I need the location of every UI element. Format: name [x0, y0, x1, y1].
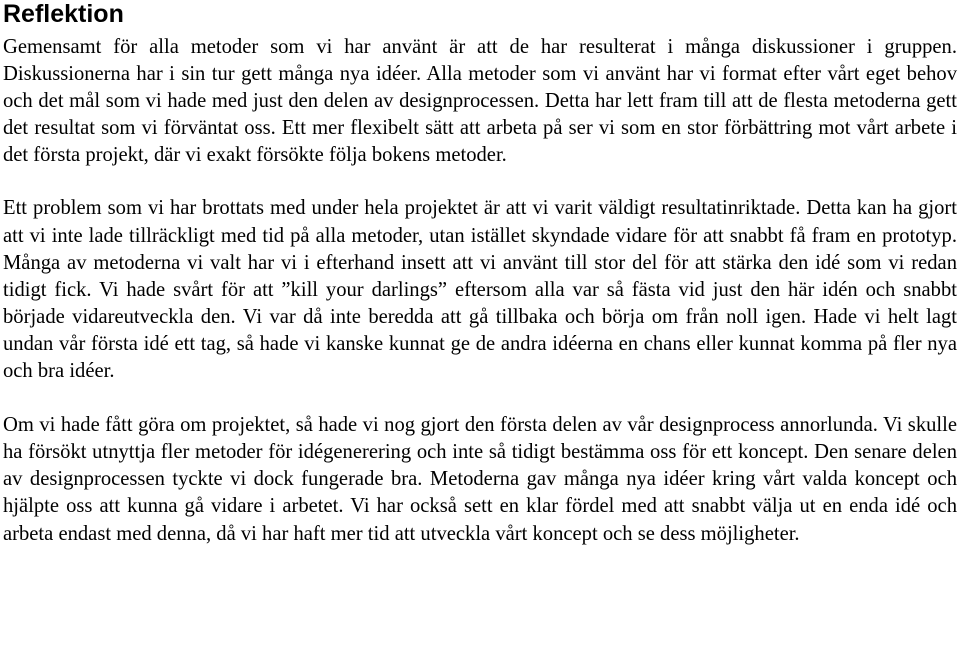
section-heading: Reflektion	[3, 0, 124, 28]
paragraph-2: Ett problem som vi har brottats med under hela projektet är att vi varit väldigt resultatinriktade. Detta kan ha gjort att vi inte lade tillräckligt med tid på alla metoder, utan istället skyndade vidare för att snabbt få fram en prototyp. Många av metoderna vi valt har vi i efterhand insett att vi använt till stor del för att stärka den idé som vi redan tidigt fick. Vi hade svårt för att ”kill your darlings” eftersom alla var så fästa vid just den här idén och snabbt började vidareutveckla den. Vi var då inte beredda att gå tillbaka och börja om från noll igen. Hade vi helt lagt undan vår första idé ett tag, så hade vi kanske kunnat ge de andra idéerna en chans eller kunnat komma på fler nya och bra idéer.	[3, 197, 957, 383]
paragraph-3: Om vi hade fått göra om projektet, så hade vi nog gjort den första delen av vår designprocess annorlunda. Vi skulle ha försökt utnyttja fler metoder för idégenerering och inte så tidigt bestämma oss för ett koncept. Den senare delen av designprocessen tyckte vi dock fungerade bra. Metoderna gav många nya idéer kring vårt valda koncept och hjälpte oss att kunna gå vidare i arbetet. Vi har också sett en klar fördel med att snabbt välja ut en enda idé och arbeta endast med denna, då vi har haft mer tid att utveckla vårt koncept och se dess möjligheter.	[3, 414, 957, 545]
paragraph-1: Gemensamt för alla metoder som vi har använt är att de har resulterat i många diskussioner i gruppen. Diskussionerna har i sin tur gett många nya idéer. Alla metoder som vi använt har vi format efter vårt eget behov och det mål som vi hade med just den delen av designprocessen. Detta har lett fram till att de flesta metoderna gett det resultat som vi förväntat oss. Ett mer flexibelt sätt att arbeta på ser vi som en stor förbättring mot vårt arbete i det första projekt, där vi exakt försökte följa bokens metoder.	[3, 36, 957, 167]
